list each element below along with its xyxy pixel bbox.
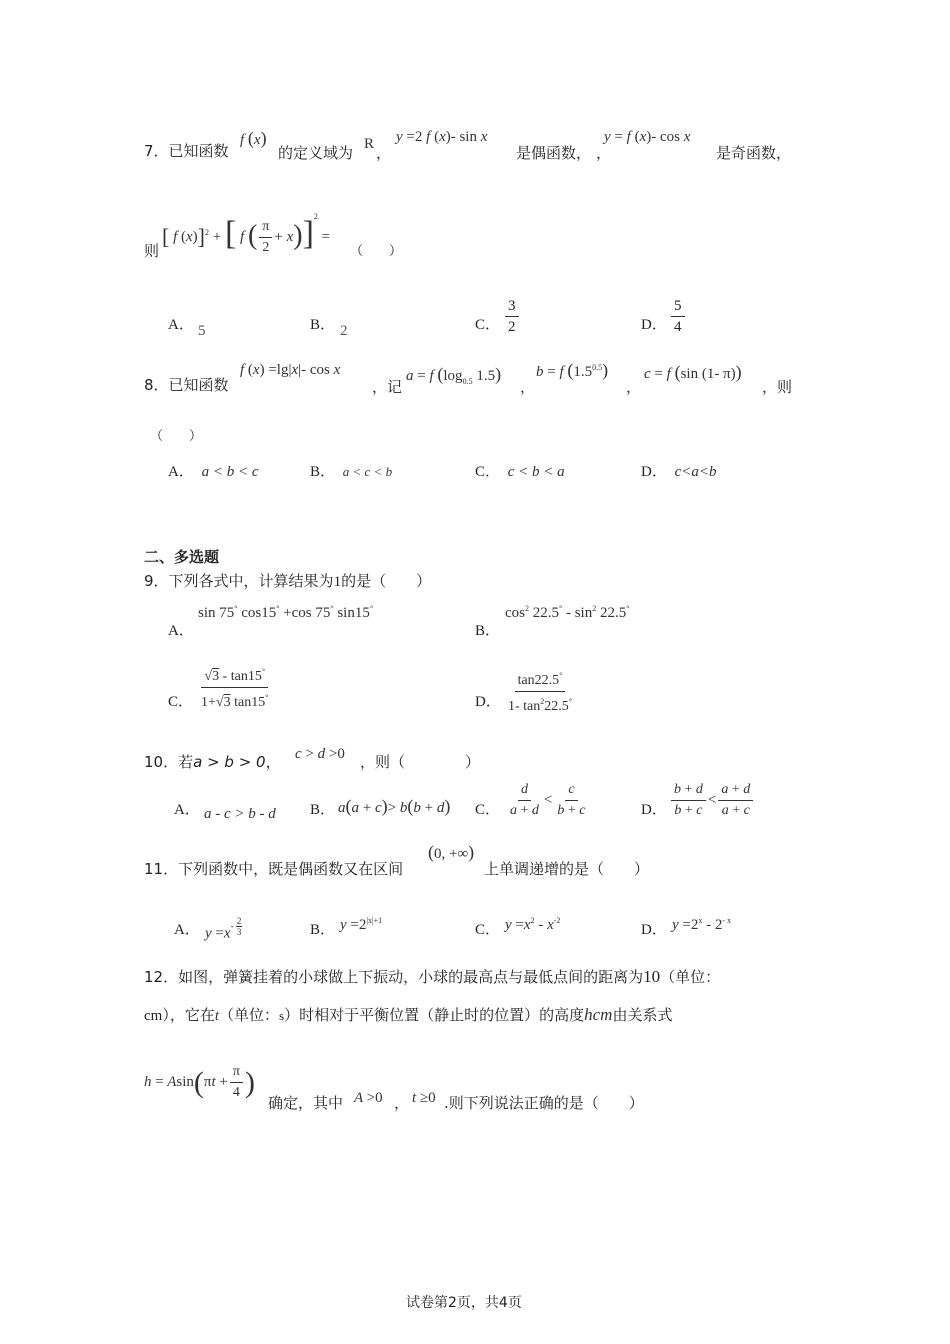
q12-line1 [144, 966, 720, 987]
q8-text-1: 已知函数 [168, 376, 229, 394]
q11-option-a-letter: A． [174, 922, 200, 938]
q10-sep: ， [265, 753, 281, 771]
q12-text-9: .则下列说法正确的是（ ） [444, 1094, 644, 1112]
q8-c-def: c = f (sin (1- π)) [644, 362, 742, 382]
q9-text-1: 下列各式中，计算结果为 [168, 572, 334, 590]
q11-option-a-expr: $y =x^{- \frac{2}{3}}$ [205, 916, 242, 942]
q10-option-c-letter: C． [475, 802, 501, 818]
q10-option-b-letter: B． [310, 802, 336, 818]
q7-even-func: y =2 f (x)- sin x [396, 129, 488, 145]
q12-text-2: （单位： [660, 968, 721, 986]
q7-option-b [310, 313, 335, 334]
q8-option-c-value: c < b < a [507, 464, 565, 480]
q7-option-c-letter: C． [475, 317, 501, 333]
q12-cm: cm [144, 1008, 163, 1024]
q12-text-1: 如图，弹簧挂着的小球做上下振动，小球的最高点与最低点间的距离为 [178, 968, 644, 986]
q8-option-d [641, 460, 717, 481]
q7-option-d-letter: D． [641, 317, 667, 333]
q7-number: 7． [144, 142, 169, 160]
q8-option-d-letter: D． [641, 464, 667, 480]
q8-text-3: ，则 [762, 378, 793, 396]
q8-function: f (x) =lg|x|- cos x [240, 362, 341, 378]
page-footer: 试卷第2页，共4页 [406, 1295, 522, 1311]
q12-text-8: ， [394, 1094, 410, 1112]
q12-text-4: （单位： [219, 1006, 280, 1024]
q9-option-c-letter: C． [168, 694, 194, 710]
q11-interval: (0, +∞) [428, 842, 475, 862]
q12-text-7: 确定，其中 [268, 1094, 344, 1112]
q7-text-4: 是偶函数， [516, 144, 592, 162]
q7-option-d-fraction [669, 298, 687, 335]
q8-b-def: b = f $(1.5^{0.5})$ [536, 360, 609, 380]
q9-option-a-expr: sin 75° cos15° +cos 75° sin15° [198, 604, 374, 621]
q8-option-c [475, 460, 565, 481]
q10-line [144, 751, 281, 772]
q12-text-3: ），它在 [162, 1006, 215, 1024]
q8-option-d-value: c<a<b [674, 464, 717, 480]
q10-text-1: 若 [178, 753, 194, 771]
q8-option-a-value: a < b < c [201, 464, 259, 480]
q10-option-a-letter: A． [174, 802, 200, 818]
q7-then: 则 [144, 242, 160, 260]
q9-option-b-expr: $\cos^2 22.5^\circ - \sin^2 22.5^\circ$ [505, 604, 630, 621]
q7-expression: [ f (x)]$^2$ + [ f ( $\frac{\pi}{2}$ + x)]$^2$ = [162, 212, 331, 256]
q10-condition-2: c > d >0 [295, 746, 345, 762]
q11-text-1: 下列函数中，既是偶函数又在区间 [178, 860, 404, 878]
q12-t-cond: t ≥0 [412, 1090, 436, 1106]
q10-option-d-letter: D． [641, 802, 667, 818]
q7-option-d [641, 313, 667, 334]
q9-one: 1 [333, 574, 342, 590]
q9-text-2: 的是（ ） [341, 572, 432, 590]
q11-option-b-expr: $y =2^{|x|+1}$ [340, 916, 383, 933]
q11-number: 11． [144, 860, 179, 878]
q10-number: 10． [144, 753, 179, 771]
q8-comma-2: ， [626, 378, 642, 396]
q7-option-b-letter: B． [310, 317, 336, 333]
q12-A-cond: A >0 [354, 1090, 383, 1106]
q10-option-d-expr: $\frac{b + d}{b + c}$ < $\frac{a + d}{a + c}$ [669, 782, 755, 819]
q11-option-c-expr: $y =x^2 - x^{-2}$ [505, 916, 561, 933]
q7-text-6: 是奇函数， [716, 144, 792, 162]
q11-option-b-letter: B． [310, 922, 336, 938]
q11-option-d-letter: D． [641, 922, 667, 938]
q7-option-b-value: 2 [340, 323, 348, 339]
q11-option-c-letter: C． [475, 922, 501, 938]
q7-R: R [364, 136, 375, 152]
q7-blank: （ ） [350, 244, 403, 259]
q7-option-c-num: 3 [505, 298, 519, 317]
q7-fx: f (x) [240, 128, 267, 148]
q7-option-a-value: 5 [198, 323, 206, 339]
q7-option-c [475, 313, 500, 334]
q11-option-d-expr: $y =2^x - 2^{- x}$ [672, 916, 732, 933]
q12-number: 12． [144, 968, 179, 986]
q9-number: 9． [144, 572, 169, 590]
q8-text-2: ，记 [372, 378, 403, 396]
section-title-multiple-choice: 二、多选题 [144, 548, 220, 566]
q10-option-c-expr: $\frac{d}{a + d}$ < $\frac{c}{b + c}$ [510, 782, 586, 818]
q11-text-2: 上单调递增的是（ ） [484, 860, 650, 878]
q9-option-a-letter: A． [168, 623, 194, 639]
q9-option-d-expr: $\frac{\tan 22.5^\circ}{1- \tan^222.5^\circ}$ [503, 668, 577, 715]
q7-option-c-fraction [503, 298, 521, 335]
q12-s: s [279, 1008, 285, 1023]
q8-blank: （ ） [150, 429, 203, 444]
q7-text-5: ， [596, 144, 612, 162]
q8-a-def: a = f ($\log_{0.5}$ 1.5) [406, 364, 502, 386]
q8-option-a-letter: A． [168, 464, 194, 480]
q7-option-a-letter: A． [168, 317, 194, 333]
q10-option-a-value: a - c > b - d [204, 806, 276, 822]
q8-line1 [144, 374, 229, 395]
q8-option-b-letter: B． [310, 464, 336, 480]
q9-option-c-expr: $\frac{√3 - \tan 15^\circ}{1+√3 \tan 15^\circ}$ [196, 664, 273, 711]
q8-number: 8． [144, 376, 169, 394]
q7-option-c-den: 2 [508, 319, 516, 335]
q9-line [144, 570, 431, 591]
q7-option-a [168, 313, 194, 334]
q7-text-3: ， [376, 144, 392, 162]
q8-option-c-letter: C． [475, 464, 501, 480]
q8-option-a [168, 460, 259, 481]
q7-option-d-den: 4 [674, 319, 682, 335]
q12-t: t [214, 1008, 220, 1024]
q7-option-d-num: 5 [671, 298, 685, 317]
q9-option-d-letter: D． [475, 694, 501, 710]
q8-option-b-value: a < c < b [342, 464, 393, 479]
q7-line1 [144, 140, 229, 161]
q8-option-b [310, 460, 392, 481]
q10-condition-1: a > b > 0 [193, 753, 266, 771]
q11-line [144, 858, 403, 879]
q12-line2 [144, 1004, 672, 1025]
q12-hcm: hcm [584, 1005, 613, 1024]
q12-ten: 10 [643, 967, 661, 986]
q12-text-5: ）时相对于平衡位置（静止时的位置）的高度 [284, 1006, 585, 1024]
q10-option-b-expr: a(a + c)> b(b + d) [338, 796, 451, 816]
q12-formula: h = Asin(πt + $\frac{\pi}{4}$ ) [144, 1064, 255, 1100]
q7-text-2: 的定义域为 [278, 144, 354, 162]
q10-text-2: ，则（ ） [360, 753, 481, 771]
q12-text-6: 由关系式 [612, 1006, 673, 1024]
q9-option-b-letter: B． [475, 623, 501, 639]
q8-comma-1: ， [520, 378, 536, 396]
q7-text-1: 已知函数 [168, 142, 229, 160]
q7-odd-func: y = f (x)- cos x [604, 129, 691, 145]
